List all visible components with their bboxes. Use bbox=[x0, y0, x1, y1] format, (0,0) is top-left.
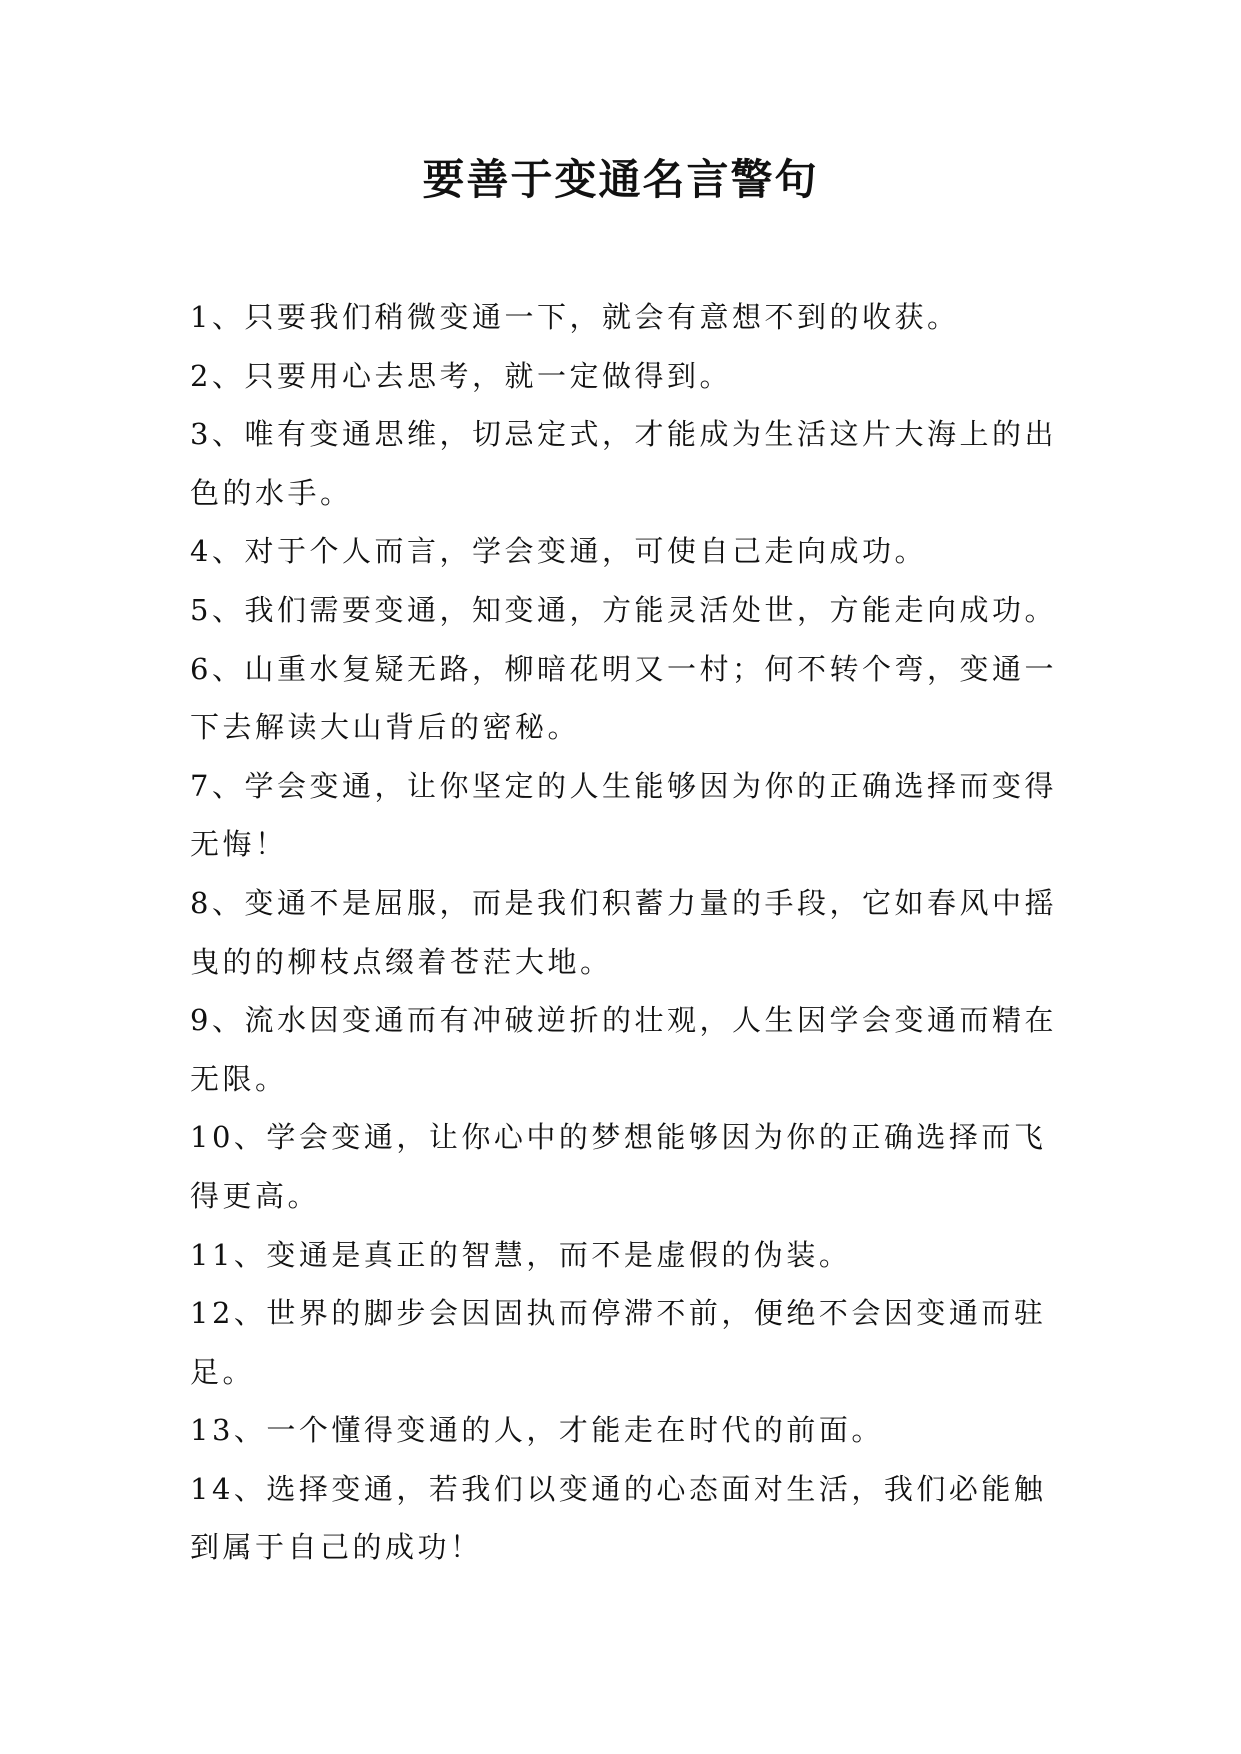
quote-item: 6、山重水复疑无路，柳暗花明又一村；何不转个弯，变通一下去解读大山背后的密秘。 bbox=[190, 651, 1057, 745]
quote-list bbox=[190, 288, 1060, 1577]
quote-item: 10、学会变通，让你心中的梦想能够因为你的正确选择而飞得更高。 bbox=[190, 1120, 1047, 1213]
quote-item: 8、变通不是屈服，而是我们积蓄力量的手段，它如春风中摇曳的的柳枝点缀着苍茫大地。 bbox=[190, 885, 1057, 979]
quote-item: 12、世界的脚步会因固执而停滞不前，便绝不会因变通而驻足。 bbox=[190, 1296, 1047, 1389]
quote-item: 4、对于个人而言，学会变通，可使自己走向成功。 bbox=[190, 534, 927, 569]
quote-item: 13、一个懂得变通的人，才能走在时代的前面。 bbox=[190, 1413, 884, 1448]
quote-item: 14、选择变通，若我们以变通的心态面对生活，我们必能触到属于自己的成功！ bbox=[190, 1471, 1047, 1565]
quote-item: 3、唯有变通思维，切忌定式，才能成为生活这片大海上的出色的水手。 bbox=[190, 417, 1057, 510]
quote-item: 5、我们需要变通，知变通，方能灵活处世，方能走向成功。 bbox=[190, 592, 1057, 627]
page-title: 要善于变通名言警句 bbox=[422, 155, 819, 204]
quote-item: 7、学会变通，让你坚定的人生能够因为你的正确选择而变得无悔！ bbox=[190, 768, 1057, 862]
quote-item: 11、变通是真正的智慧，而不是虚假的伪装。 bbox=[190, 1237, 852, 1272]
quote-item: 2、只要用心去思考，就一定做得到。 bbox=[190, 358, 732, 393]
quote-item: 9、流水因变通而有冲破逆折的壮观，人生因学会变通而精在无限。 bbox=[190, 1003, 1057, 1096]
quote-item: 1、只要我们稍微变通一下，就会有意想不到的收获。 bbox=[190, 300, 960, 334]
